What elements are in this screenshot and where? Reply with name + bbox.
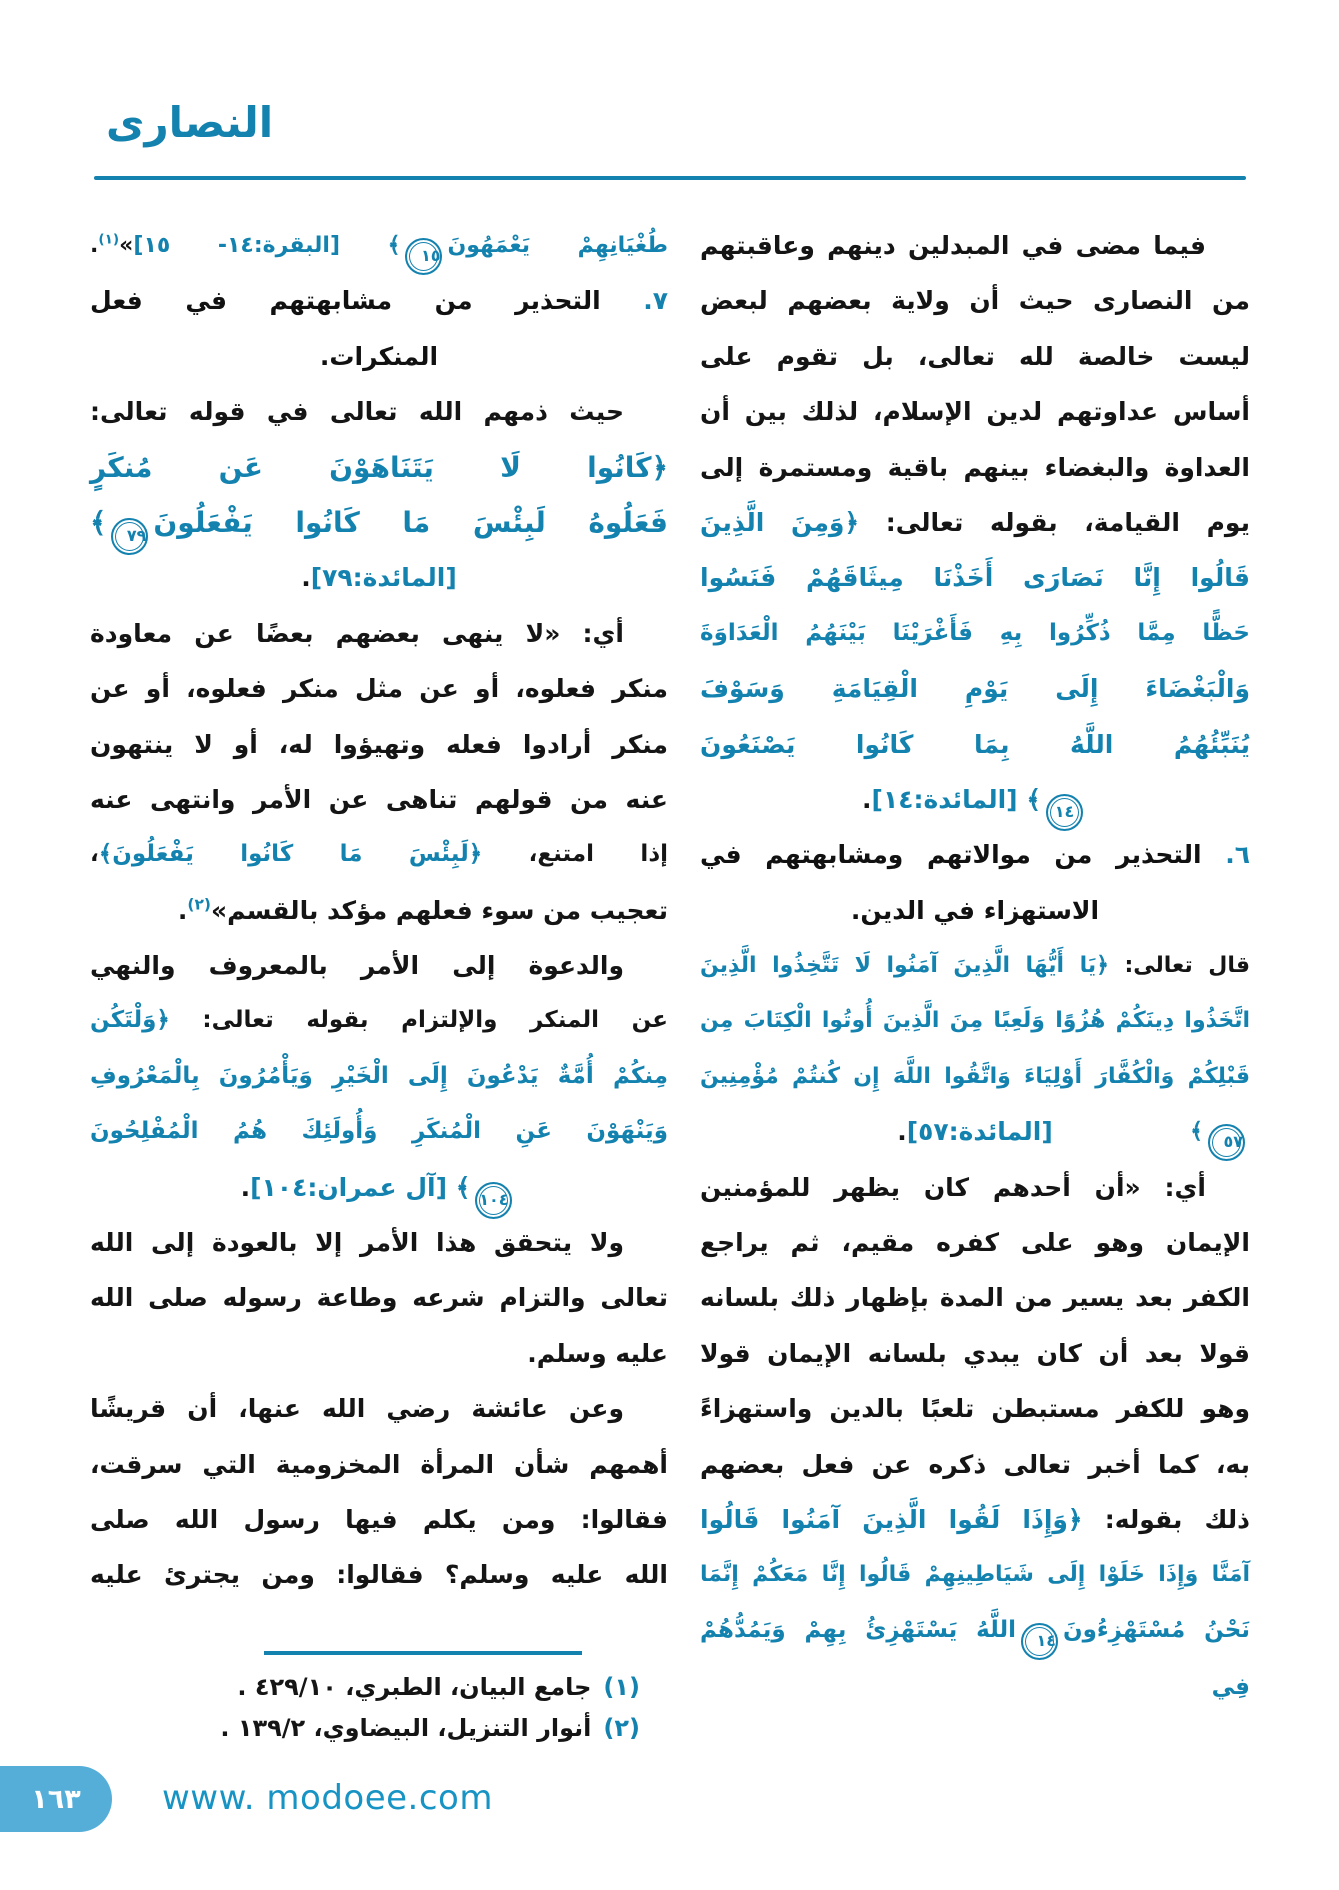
text-line [700, 1215, 1250, 1270]
body-text: ولا يتحقق هذا الأمر إلا بالعودة إلى الله [90, 1228, 624, 1258]
body-text: . [897, 1117, 907, 1147]
text-line [700, 440, 1250, 495]
quran-text: حَظًّا مِمَّا ذُكِّرُوا بِهِ فَأَغْرَيْنَا بَيْنَهُمُ الْعَدَاوَةَ [700, 619, 1250, 646]
quran-text: ﴿كَانُوا لَا يَتَنَاهَوْنَ عَن مُنكَرٍ [90, 450, 668, 484]
text-line [700, 1270, 1250, 1325]
text-line [90, 495, 668, 550]
text-line [90, 218, 668, 273]
text-line [700, 1492, 1250, 1547]
body-text: أي: «أن أحدهم كان يظهر للمؤمنين [700, 1172, 1206, 1202]
text-line [90, 1326, 668, 1381]
text-line [90, 827, 668, 882]
verse-number-badge: ٧٩ [111, 518, 148, 555]
column-left [90, 218, 668, 1749]
text-line [90, 717, 668, 772]
footnote-text: جامع البيان، الطبري، ٤٢٩/١٠ . [237, 1672, 592, 1701]
website-url: www. modoee.com [162, 1778, 493, 1818]
quran-text: اللَّهُ يَسْتَهْزِئُ بِهِمْ وَيَمُدُّهُمْ فِي [700, 1616, 1250, 1700]
text-line [90, 384, 668, 439]
verse-number-badge: ١٥ [405, 238, 442, 275]
quran-text: قَالُوا إِنَّا نَصَارَى أَخَذْنَا مِيثَاقَهُمْ فَنَسُوا [700, 563, 1250, 593]
page-title: النصارى [106, 98, 274, 147]
quran-text: اتَّخَذُوا دِينَكُمْ هُزُوًا وَلَعِبًا مِنَ الَّذِينَ أُوتُوا الْكِتَابَ مِن [700, 1008, 1250, 1034]
header-rule [94, 176, 1246, 180]
text-line [700, 661, 1250, 716]
text-line [700, 218, 1250, 273]
quran-text: طُغْيَانِهِمْ يَعْمَهُونَ [447, 233, 668, 258]
footnote-number: (٢) [603, 1713, 640, 1742]
body-text: ذلك بقوله: [1082, 1504, 1250, 1534]
body-text: من النصارى حيث أن ولاية بعضهم لبعض [700, 286, 1250, 316]
text-line [700, 495, 1250, 550]
quran-text: ﴾ [90, 505, 107, 539]
text-line [90, 993, 668, 1048]
body-text: . [862, 784, 872, 814]
text-line [700, 329, 1250, 384]
text-line [700, 1547, 1250, 1602]
section-heading-text: التحذير من موالاتهم ومشابهتهم في [700, 840, 1202, 870]
text-line [700, 827, 1250, 882]
quran-text: ﴾ [1190, 1119, 1203, 1145]
quran-text: ﴾ [1017, 784, 1041, 814]
body-text: ، [90, 841, 99, 868]
footnote-separator [264, 1651, 582, 1655]
text-line [700, 1437, 1250, 1492]
text-line [90, 606, 668, 661]
text-line [90, 273, 668, 328]
body-text: عن المنكر والإلتزام بقوله تعالى: [169, 1007, 668, 1034]
quran-text: يُنَبِّئُهُمُ اللَّهُ بِمَا كَانُوا يَصْنَعُونَ [700, 729, 1250, 759]
quran-text: مِنكُمْ أُمَّةٌ يَدْعُونَ إِلَى الْخَيْرِ وَيَأْمُرُونَ بِالْمَعْرُوفِ [90, 1062, 668, 1089]
verse-number-badge: ١٤ [1021, 1623, 1058, 1660]
body-text: . [177, 895, 188, 925]
quran-text: وَالْبَغْضَاءَ إِلَى يَوْمِ الْقِيَامَةِ وَسَوْفَ [700, 674, 1250, 704]
text-line [90, 1104, 668, 1159]
footnote-marker: (٢) [187, 895, 211, 914]
text-line [700, 1381, 1250, 1436]
body-text: ليست خالصة لله تعالى، بل تقوم على [700, 341, 1250, 371]
text-line [700, 938, 1250, 993]
section-number: ٦. [1201, 840, 1251, 870]
footnote-number: (١) [603, 1672, 640, 1701]
text-line [700, 1603, 1250, 1700]
verse-reference: [المائدة:٧٩] [310, 563, 457, 593]
verse-number-badge: ١٤ [1046, 794, 1083, 831]
verse-reference: [المائدة:١٤] [871, 784, 1018, 814]
quran-text: ﴾ [340, 233, 401, 258]
text-line [700, 883, 1250, 938]
quran-text: وَيَنْهَوْنَ عَنِ الْمُنكَرِ وَأُولَئِكَ هُمُ الْمُفْلِحُونَ [90, 1118, 668, 1145]
text-line [700, 993, 1250, 1048]
body-text: الله عليه وسلم؟ فقالوا: ومن يجترئ عليه [90, 1560, 668, 1590]
body-text: تعالى والتزام شرعه وطاعة رسوله صلى الله [90, 1283, 668, 1313]
text-line [90, 1381, 668, 1436]
body-text: أي: «لا ينهى بعضهم بعضًا عن معاودة [90, 618, 624, 648]
verse-reference: [آل عمران:١٠٤] [250, 1172, 448, 1202]
text-line [90, 1160, 668, 1215]
text-line [90, 1270, 668, 1325]
body-text: منكر فعلوه، أو عن مثل منكر فعلوه، أو عن [90, 674, 668, 704]
quran-text: ﴿لَبِئْسَ مَا كَانُوا يَفْعَلُونَ﴾ [98, 841, 483, 868]
quran-text: ﴿وَإِذَا لَقُوا الَّذِينَ آمَنُوا قَالُوا [700, 1504, 1083, 1534]
footnote-text: أنوار التنزيل، البيضاوي، ١٣٩/٢ . [220, 1713, 592, 1742]
body-text: حيث ذمهم الله تعالى في قوله تعالى: [90, 397, 624, 427]
text-line [90, 772, 668, 827]
text-line [700, 772, 1250, 827]
body-text: العداوة والبغضاء بينهم باقية ومستمرة إلى [700, 452, 1250, 482]
section-heading-text: المنكرات. [319, 341, 439, 371]
quran-text: نَحْنُ مُسْتَهْزِءُونَ [1062, 1616, 1250, 1643]
text-line [700, 606, 1250, 661]
text-line [90, 1547, 668, 1602]
quran-text: ﴿وَلْتَكُن [90, 1007, 170, 1034]
text-line [700, 1326, 1250, 1381]
body-text: إذا امتنع، [482, 841, 669, 868]
body-text: فيما مضى في المبدلين دينهم وعاقبتهم [700, 231, 1206, 260]
text-line [90, 1215, 668, 1270]
verse-reference: [البقرة:١٤- ١٥] [133, 233, 341, 258]
quran-text: قَبْلِكُمْ وَالْكُفَّارَ أَوْلِيَاءَ وَاتَّقُوا اللَّهَ إِن كُنتُمْ مُؤْمِنِينَ [700, 1063, 1250, 1089]
footnote-item [90, 1708, 668, 1749]
section-number: ٧. [600, 286, 668, 316]
text-line [90, 329, 668, 384]
verse-number-badge: ٥٧ [1208, 1124, 1245, 1161]
body-text: قولا بعد أن كان يبدي بلسانه الإيمان قولا [700, 1338, 1250, 1368]
quran-text: ﴿يَا أَيُّهَا الَّذِينَ آمَنُوا لَا تَتَّخِذُوا الَّذِينَ [700, 953, 1109, 979]
body-text: منكر أرادوا فعله وتهيؤوا له، أو لا ينتهون [90, 729, 668, 759]
body-text: الإيمان وهو على كفره مقيم، ثم يراجع [700, 1228, 1250, 1258]
text-line [700, 273, 1250, 328]
text-line [700, 1104, 1250, 1159]
text-line [90, 1437, 668, 1492]
body-text: عليه وسلم. [527, 1338, 668, 1368]
section-heading-text: الاستهزاء في الدين. [850, 895, 1100, 925]
page-number-tab [0, 1766, 112, 1832]
text-line [90, 440, 668, 495]
section-heading-text: التحذير من مشابهتهم في فعل [90, 286, 601, 316]
text-line [90, 550, 668, 605]
verse-reference: [المائدة:٥٧] [906, 1117, 1053, 1147]
text-line [90, 938, 668, 993]
body-text: وعن عائشة رضي الله عنها، أن قريشًا [90, 1394, 624, 1424]
body-text: . [301, 563, 311, 593]
column-right [700, 218, 1251, 1700]
footnote-marker: (١) [98, 231, 120, 248]
body-text: يوم القيامة، بقوله تعالى: [859, 507, 1250, 537]
text-line [700, 717, 1250, 772]
body-text: أساس عداوتهم لدين الإسلام، لذلك بين أن [700, 397, 1250, 427]
text-line [90, 883, 668, 938]
body-text: الكفر بعد يسير من المدة بإظهار ذلك بلسانه [700, 1283, 1250, 1313]
body-text: فقالوا: ومن يكلم فيها رسول الله صلى [90, 1504, 668, 1534]
body-text: . [90, 233, 99, 258]
text-line [700, 1160, 1250, 1215]
body-text: أهمهم شأن المرأة المخزومية التي سرقت، [90, 1449, 668, 1479]
text-line [90, 1492, 668, 1547]
footnote-item [90, 1667, 668, 1708]
quran-text: ﴾ [447, 1172, 471, 1202]
body-text: عنه من قولهم تناهى عن الأمر وانتهى عنه [90, 784, 668, 814]
page-number: ١٦٣ [31, 1783, 81, 1815]
body-text: وهو للكفر مستبطن تلعبًا بالدين واستهزاءً [700, 1394, 1250, 1424]
verse-number-badge: ١٠٤ [475, 1182, 512, 1219]
quran-text: آمَنَّا وَإِذَا خَلَوْا إِلَى شَيَاطِينِهِمْ قَالُوا إِنَّا مَعَكُمْ إِنَّمَا [700, 1562, 1250, 1588]
body-text: به، كما أخبر تعالى ذكره عن فعل بعضهم [700, 1449, 1250, 1479]
text-line [700, 384, 1250, 439]
quran-text: ﴿وَمِنَ الَّذِينَ [700, 507, 860, 537]
body-text: قال تعالى: [1108, 953, 1250, 979]
body-text: . [240, 1172, 251, 1202]
body-text: » [119, 233, 134, 258]
body-text: تعجيب من سوء فعلهم مؤكد بالقسم» [211, 895, 668, 925]
quran-text: فَعَلُوهُ لَبِئْسَ مَا كَانُوا يَفْعَلُونَ [153, 505, 668, 539]
text-line [90, 661, 668, 716]
text-line [90, 1049, 668, 1104]
body-text: والدعوة إلى الأمر بالمعروف والنهي [90, 951, 624, 981]
text-line [700, 550, 1250, 605]
